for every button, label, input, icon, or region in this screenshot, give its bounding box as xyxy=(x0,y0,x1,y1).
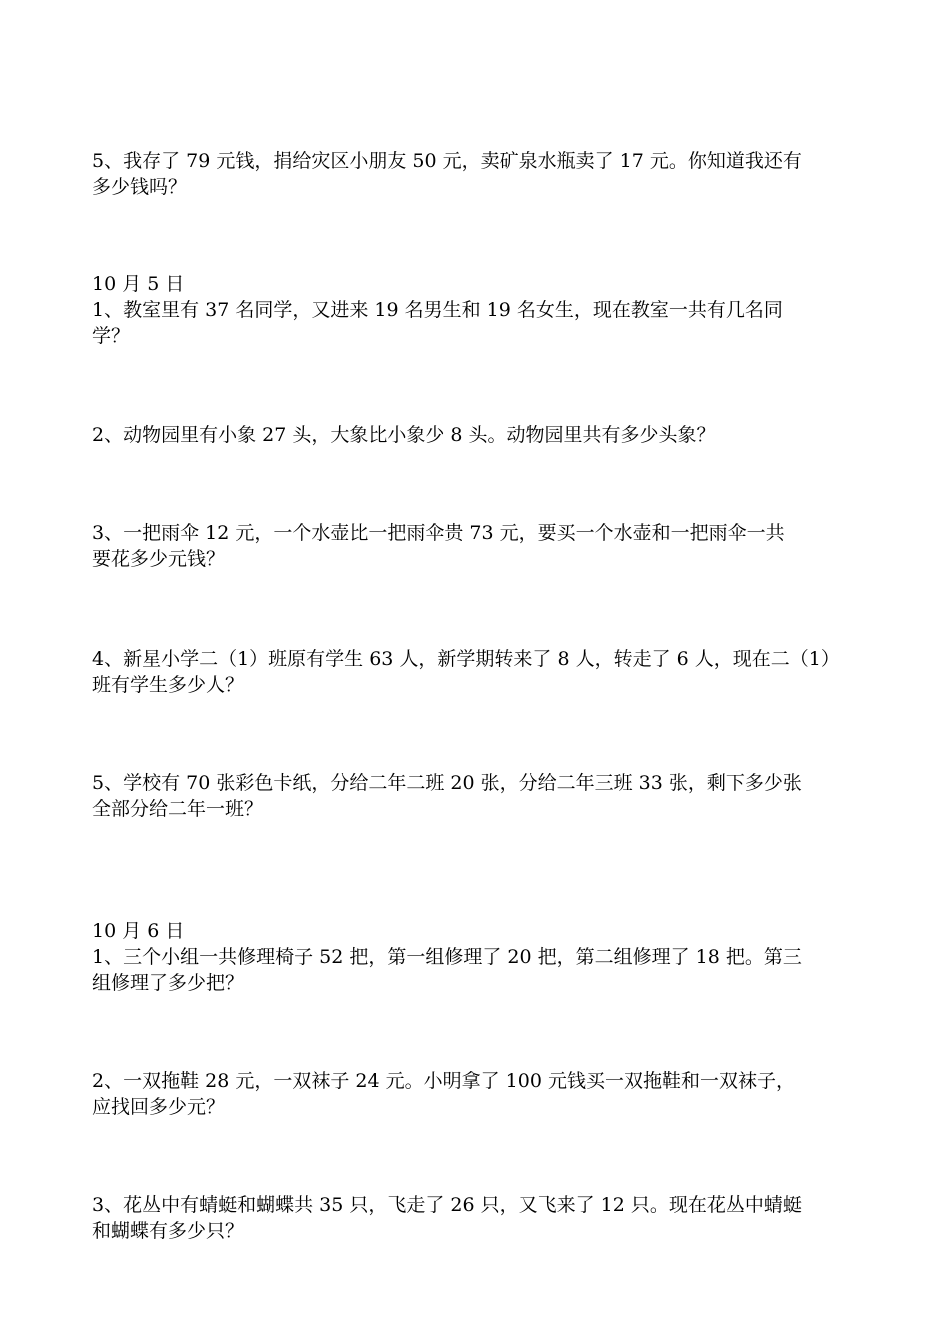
oct6-problem-3-line-1: 3、花丛中有蜻蜓和蝴蝶共 35 只，飞走了 26 只，又飞来了 12 只。现在花丛中蜻蜓 xyxy=(92,1194,802,1216)
oct5-problem-1-line-2: 学？ xyxy=(92,325,131,347)
oct6-problem-2-line-2: 应找回多少元？ xyxy=(92,1096,226,1118)
oct5-problem-4-line-2: 班有学生多少人？ xyxy=(92,674,245,696)
oct5-problem-3-line-2: 要花多少元钱？ xyxy=(92,548,226,570)
problem-5-line-1: 5、我存了 79 元钱，捐给灾区小朋友 50 元，卖矿泉水瓶卖了 17 元。你知道我还有 xyxy=(92,150,802,172)
oct5-problem-2-line-1: 2、动物园里有小象 27 头，大象比小象少 8 头。动物园里共有多少头象？ xyxy=(92,424,716,446)
date-heading-oct-6: 10 月 6 日 xyxy=(92,920,185,942)
date-heading-oct-5: 10 月 5 日 xyxy=(92,273,185,295)
oct5-problem-5-line-2: 全部分给二年一班？ xyxy=(92,798,264,820)
oct5-problem-3-line-1: 3、一把雨伞 12 元，一个水壶比一把雨伞贵 73 元，要买一个水壶和一把雨伞一共 xyxy=(92,522,785,544)
oct6-problem-2-line-1: 2、一双拖鞋 28 元，一双袜子 24 元。小明拿了 100 元钱买一双拖鞋和一双袜子， xyxy=(92,1070,795,1092)
problem-5-line-2: 多少钱吗？ xyxy=(92,176,188,198)
oct6-problem-1-line-2: 组修理了多少把？ xyxy=(92,972,245,994)
oct5-problem-4-line-1: 4、新星小学二（1）班原有学生 63 人，新学期转来了 8 人，转走了 6 人，现在二（1） xyxy=(92,648,840,670)
oct6-problem-3-line-2: 和蝴蝶有多少只？ xyxy=(92,1220,245,1242)
oct5-problem-1-line-1: 1、教室里有 37 名同学，又进来 19 名男生和 19 名女生，现在教室一共有几名同 xyxy=(92,299,783,321)
oct5-problem-5-line-1: 5、学校有 70 张彩色卡纸，分给二年二班 20 张，分给二年三班 33 张，剩下多少张 xyxy=(92,772,802,794)
oct6-problem-1-line-1: 1、三个小组一共修理椅子 52 把，第一组修理了 20 把，第二组修理了 18 把。第三 xyxy=(92,946,802,968)
